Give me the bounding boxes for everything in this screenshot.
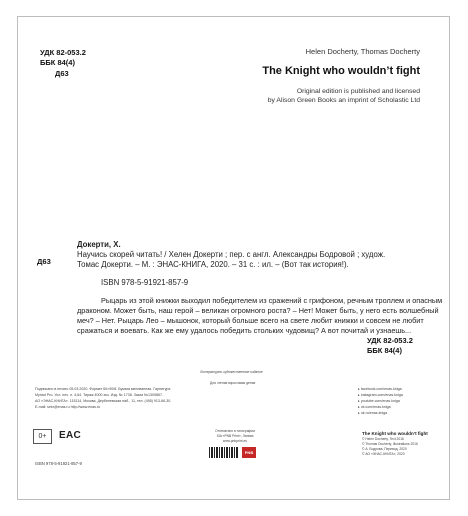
genre-note: Литературно-художественное издание — [200, 370, 263, 374]
copyright-line-3: © А. Бодрова, Перевод, 2020 — [362, 447, 407, 451]
annotation-line-3: меч? – Нет. Рыцарь Лео – мышонок, который больше всего на свете любит книжки и совсем не любит — [77, 316, 424, 325]
annotation-line-2: драконом. Может быть, наш герой – великан огромного роста? – Нет! Может быть, у него есть волшебный — [77, 306, 439, 315]
imprint-line-3: АО «ЭНАС-КНИГА». 115114, Москва, Дербеневская наб., 11, тел. (495) 913-66-30. — [35, 399, 172, 403]
title-original: The Knight who wouldn’t fight — [262, 65, 420, 77]
udk-bottom: УДК 82-053.2 — [367, 336, 413, 345]
copyright-line-2: © Thomas Docherty, Illustrations 2016 — [362, 442, 418, 446]
social-youtube: ▸ youtube.com/enas.kniga — [358, 399, 400, 403]
edition-line-2: by Alison Green Books an imprint of Scholastic Ltd — [267, 97, 420, 104]
annotation-line-4: сражаться и воевать. Как же ему удалось победить стольких чудовищ? А вот почитай и узнаешь... — [77, 326, 412, 335]
printer-line-3: www.pnbprint.eu — [222, 439, 248, 443]
edition-line-1: Original edition is published and licensed — [296, 88, 420, 95]
printer-line-1: Отпечатано в типографии — [215, 429, 255, 433]
social-ok: ▸ ok.ru/enas.kniga — [358, 411, 388, 415]
catalog-line-1: Научись скорей читать! / Хелен Докерти ; пер. с англ. Александры Бодровой ; худож. — [77, 250, 386, 259]
social-instagram: ▸ instagram.com/enas.kniga — [358, 393, 403, 397]
annotation-line-1: Рыцарь из этой книжки выходил победителем из сражений с грифоном, речным троллем и опасным — [101, 296, 443, 305]
printer-barcode — [209, 447, 239, 458]
printer-logo: PNB — [242, 447, 256, 458]
age-rating-mark: 0+ — [33, 429, 52, 444]
code-top: Д63 — [55, 69, 69, 78]
bbk-top: ББК 84(4) — [40, 58, 75, 67]
bbk-bottom: ББК 84(4) — [367, 346, 402, 355]
printer-line-2: SIA «PNB Print», Латвия — [216, 434, 254, 438]
social-youtube-text: youtube.com/enas.kniga — [360, 399, 400, 403]
copyright-line-1: © Helen Docherty, Text 2016 — [362, 437, 404, 441]
social-facebook-text: facebook.com/enas.kniga — [360, 387, 402, 391]
social-facebook: ▸ facebook.com/enas.kniga — [358, 387, 402, 391]
catalog-isbn: ISBN 978-5-91921-857-9 — [101, 278, 189, 287]
social-vk: ▸ vk.com/enas.kniga — [358, 405, 391, 409]
imprint-line-1: Подписано в печать 05.03.2020. Формат 60×90/8. Бумага мелованная. Гарнитура — [35, 387, 171, 391]
imprint-line-2: Myriad Pro. Усл. печ. л. 4,64. Тираж 4000 экз. Изд. № 1738. Заказ №1309867. — [35, 393, 163, 397]
eac-mark: EAC — [59, 430, 82, 441]
social-instagram-text: instagram.com/enas.kniga — [360, 393, 403, 397]
age-note: Для чтения взрослыми детям — [210, 381, 256, 385]
catalog-line-2: Томас Докерти. – М. : ЭНАС-КНИГА, 2020. – 31 с. : ил. – (Вот так история!). — [77, 260, 349, 269]
social-ok-text: ok.ru/enas.kniga — [360, 411, 388, 415]
udk-top: УДК 82-053.2 — [40, 48, 86, 57]
isbn-bottom: ISBN 978-5-91921-857-9 — [35, 461, 82, 466]
copyright-title: The Knight who wouldn’t fight — [362, 431, 428, 436]
social-vk-text: vk.com/enas.kniga — [360, 405, 391, 409]
catalog-code: Д63 — [37, 257, 51, 266]
copyright-line-4: © АО «ЭНАС-КНИГА», 2020 — [362, 452, 405, 456]
catalog-author: Докерти, Х. — [77, 240, 121, 249]
authors-original: Helen Docherty, Thomas Docherty — [305, 47, 420, 56]
imprint-line-4: E-mail: sekr@enas.ru http://www.enas.ru — [35, 405, 101, 409]
